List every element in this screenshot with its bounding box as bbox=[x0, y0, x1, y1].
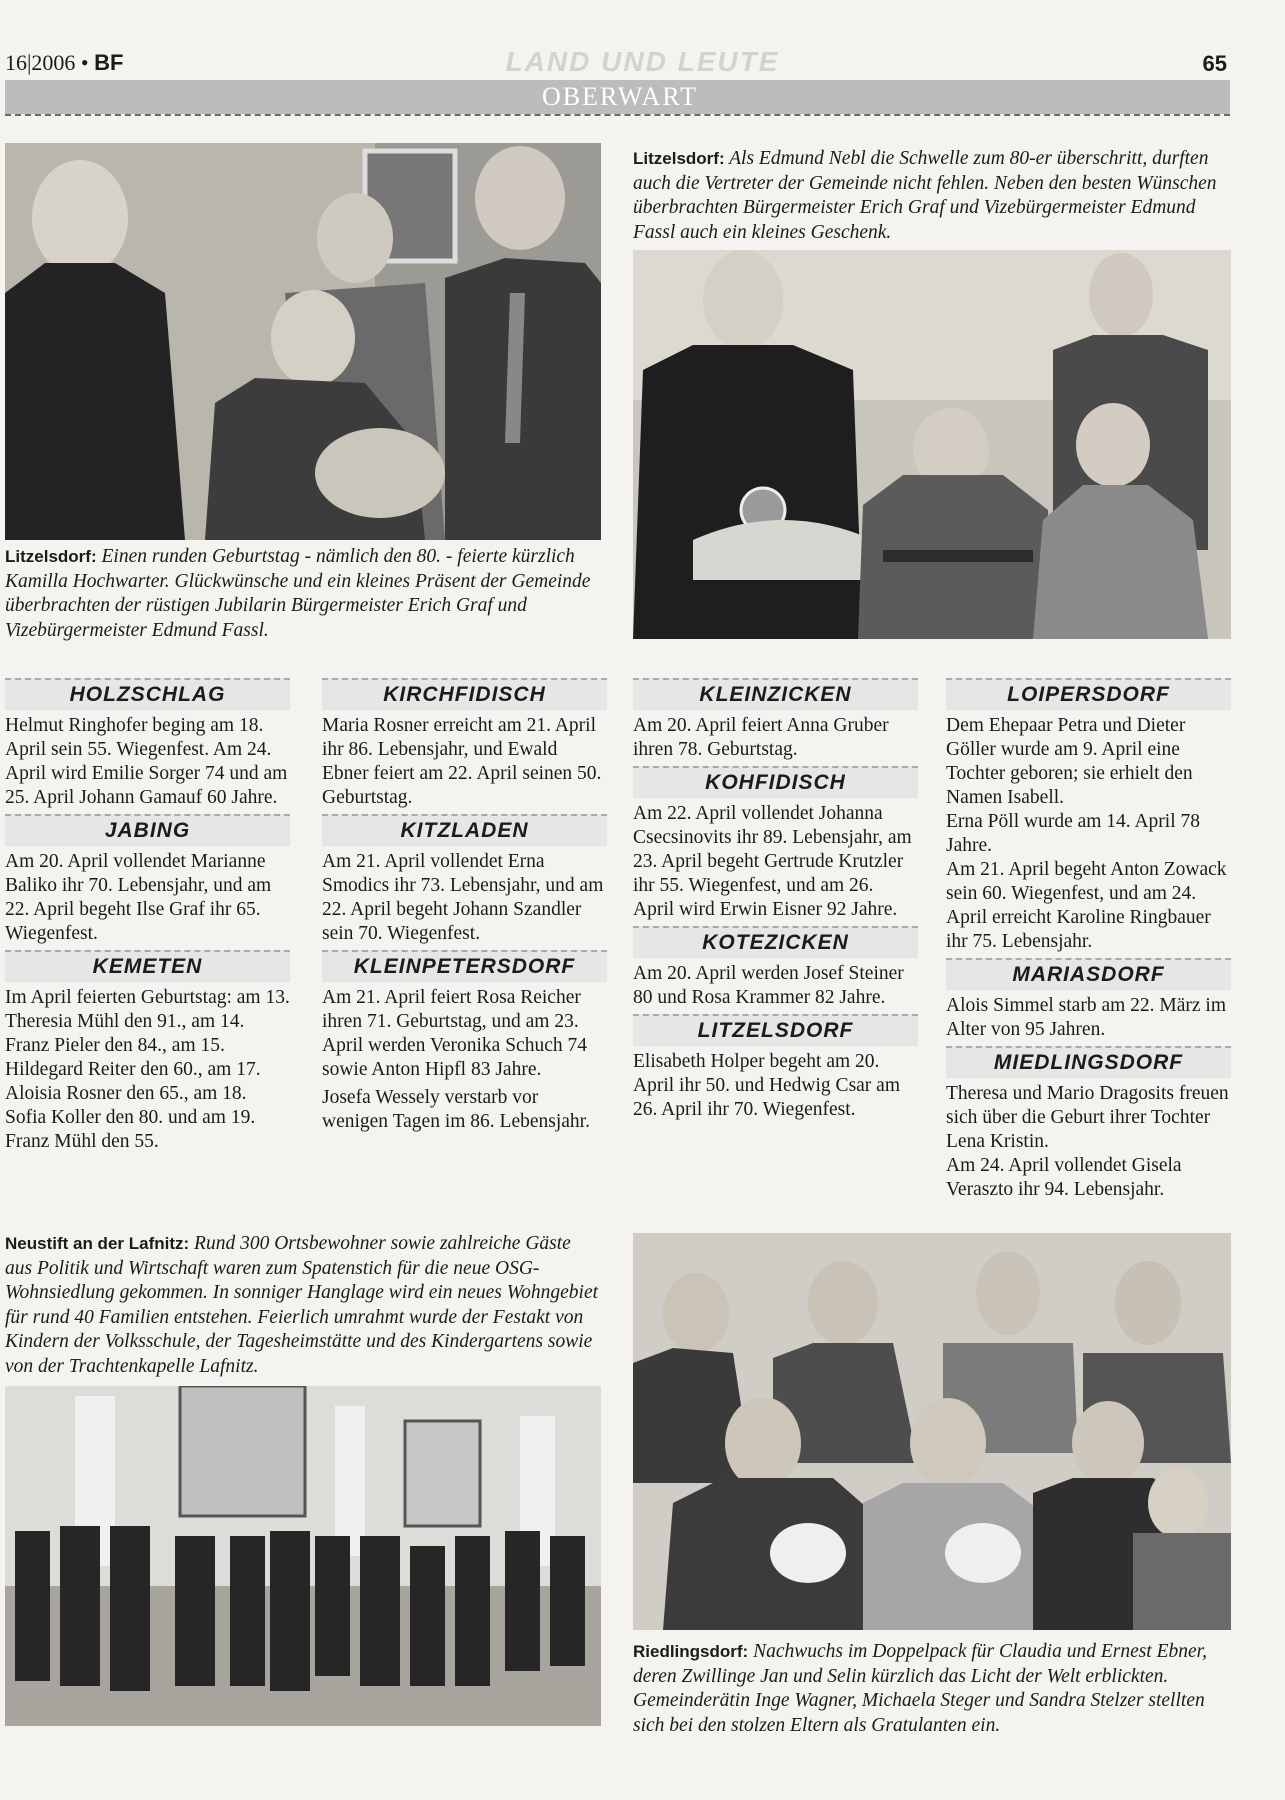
section-heading: JABING bbox=[5, 814, 290, 846]
section-heading: KOHFIDISCH bbox=[633, 766, 918, 798]
caption-bottom-left bbox=[5, 1232, 601, 1379]
section-kleinpetersdorf bbox=[322, 950, 607, 1134]
section-heading: KOTEZICKEN bbox=[633, 926, 918, 958]
section-heading: HOLZSCHLAG bbox=[5, 678, 290, 710]
issue-number: 16|2006 bbox=[5, 50, 76, 75]
photo-illustration bbox=[633, 250, 1231, 639]
section-kitzladen bbox=[322, 814, 607, 946]
photo-illustration bbox=[633, 1233, 1231, 1630]
section-text: Am 21. April feiert Rosa Reicher ihren 71. Geburtstag, und am 23. April werden Veronika Schuch 74 sowie Anton Hipfl 83 Jahre. bbox=[322, 987, 587, 1080]
section-text: Dem Ehepaar Petra und Dieter Göller wurde am 9. April eine Tochter geboren; sie erhielt den Namen Isabell. bbox=[946, 715, 1193, 808]
page-number: 65 bbox=[1202, 51, 1227, 76]
region-band-rule bbox=[5, 114, 1230, 116]
photo-neustift-spatenstich bbox=[5, 1386, 601, 1726]
section-text: Helmut Ringhofer beging am 18. April sein 55. Wiegenfest. Am 24. April wird Emilie Sorger 74 und am 25. April Johann Gamauf 60 Jahre. bbox=[5, 715, 288, 808]
caption-text: Einen runden Geburtstag - nämlich den 80. - feierte kürzlich Kamilla Hochwarter. Glückwünsche und ein kleines Präsent der Gemeinde überbrachten der rüstigen Jubilarin Bürgermeister Erich Graf und Vizebürgermeister Edmund Fassl. bbox=[5, 546, 591, 641]
section-litzelsdorf bbox=[633, 1014, 918, 1122]
column-1 bbox=[5, 678, 290, 1158]
caption-lead: Litzelsdorf: bbox=[5, 547, 97, 566]
section-text: Am 20. April vollendet Marianne Baliko ihr 70. Lebensjahr, und am 22. April begeht Ilse Graf ihr 65. Wiegenfest. bbox=[5, 851, 272, 944]
section-text: Maria Rosner erreicht am 21. April ihr 86. Lebensjahr, und Ewald Ebner feiert am 22. April seinen 50. Geburtstag. bbox=[322, 715, 602, 808]
section-heading: MIEDLINGSDORF bbox=[946, 1046, 1231, 1078]
section-kirchfidisch bbox=[322, 678, 607, 810]
section-text: Theresa und Mario Dragosits freuen sich über die Geburt ihrer Tochter Lena Kristin. bbox=[946, 1083, 1229, 1152]
section-heading: LITZELSDORF bbox=[633, 1014, 918, 1046]
section-heading: KLEINPETERSDORF bbox=[322, 950, 607, 982]
column-3 bbox=[633, 678, 918, 1126]
section-title: LAND UND LEUTE bbox=[505, 46, 780, 77]
section-text: Elisabeth Holper begeht am 20. April ihr 50. und Hedwig Csar am 26. April ihr 70. Wiegenfest. bbox=[633, 1051, 901, 1120]
section-text: Am 21. April vollendet Erna Smodics ihr 73. Lebensjahr, und am 22. April begeht Johann Szandler sein 70. Wiegenfest. bbox=[322, 851, 604, 944]
section-text: Alois Simmel starb am 22. März im Alter von 95 Jahren. bbox=[946, 995, 1227, 1040]
column-2 bbox=[322, 678, 607, 1138]
section-text: Am 22. April vollendet Johanna Csecsinovits ihr 89. Lebensjahr, am 23. April begeht Gertrude Krutzler ihr 55. Wiegenfest, und am 26. April wird Erwin Eisner 92 Jahre. bbox=[633, 803, 912, 920]
section-kemeten bbox=[5, 950, 290, 1154]
photo-illustration bbox=[5, 1386, 601, 1726]
caption-text: Nachwuchs im Doppelpack für Claudia und Ernest Ebner, deren Zwillinge Jan und Selin kürzlich das Licht der Welt erblickten. Gemeinderätin Inge Wagner, Michaela Steger und Sandra Stelzer stellten sich bei den stolzen Eltern als Gratulanten ein. bbox=[633, 1641, 1207, 1736]
caption-text: Rund 300 Ortsbewohner sowie zahlreiche Gäste aus Politik und Wirtschaft waren zum Spatenstich für die neue OSG-Wohnsiedlung gekommen. In sonniger Hanglage wird ein neues Wohngebiet für rund 40 Familien entstehen. Feierlich umrahmt wurde der Festakt von Kindern der Volksschule, der Tagesheimstätte und des Kindergartens sowie von der Trachtenkapelle Lafnitz. bbox=[5, 1233, 599, 1377]
section-heading: KEMETEN bbox=[5, 950, 290, 982]
section-loipersdorf bbox=[946, 678, 1231, 954]
region-title: OBERWART bbox=[541, 82, 698, 111]
section-holzschlag bbox=[5, 678, 290, 810]
section-jabing bbox=[5, 814, 290, 946]
caption-top-left bbox=[5, 545, 601, 643]
section-heading: LOIPERSDORF bbox=[946, 678, 1231, 710]
section-text-extra: Erna Pöll wurde am 14. April 78 Jahre. bbox=[946, 811, 1201, 856]
caption-bottom-right bbox=[633, 1640, 1231, 1738]
section-kleinzicken bbox=[633, 678, 918, 762]
column-4 bbox=[946, 678, 1231, 1206]
section-heading: KLEINZICKEN bbox=[633, 678, 918, 710]
section-heading: KITZLADEN bbox=[322, 814, 607, 846]
section-kotezicken bbox=[633, 926, 918, 1010]
caption-lead: Riedlingsdorf: bbox=[633, 1642, 749, 1661]
caption-lead: Litzelsdorf: bbox=[633, 149, 725, 168]
section-text: Am 20. April feiert Anna Gruber ihren 78. Geburtstag. bbox=[633, 715, 889, 760]
section-mariasdorf bbox=[946, 958, 1231, 1042]
section-text-extra: Josefa Wessely verstarb vor wenigen Tagen im 86. Lebensjahr. bbox=[322, 1087, 590, 1132]
section-kohfidisch bbox=[633, 766, 918, 922]
caption-lead: Neustift an der Lafnitz: bbox=[5, 1234, 190, 1253]
section-heading: KIRCHFIDISCH bbox=[322, 678, 607, 710]
publication-name: BF bbox=[94, 50, 124, 75]
section-text-extra: Am 24. April vollendet Gisela Veraszto ihr 94. Lebensjahr. bbox=[946, 1155, 1182, 1200]
issue-separator: • bbox=[80, 50, 89, 75]
photo-riedlingsdorf-twins bbox=[633, 1233, 1231, 1630]
section-text-extra-2: Am 21. April begeht Anton Zowack sein 60. Wiegenfest, und am 24. April erreicht Karoline Ringbauer ihr 75. Lebensjahr. bbox=[946, 859, 1227, 952]
section-heading: MARIASDORF bbox=[946, 958, 1231, 990]
photo-litzelsdorf-nebl bbox=[633, 250, 1231, 639]
section-miedlingsdorf bbox=[946, 1046, 1231, 1202]
photo-illustration bbox=[5, 143, 601, 540]
section-text: Im April feierten Geburtstag: am 13. Theresia Mühl den 91., am 14. Franz Pieler den 84., am 15. Hildegard Reiter den 60., am 17. Aloisia Rosner den 65., am 18. Sofia Koller den 80. und am 19. Franz Mühl den 55. bbox=[5, 987, 290, 1152]
caption-top-right bbox=[633, 147, 1231, 245]
photo-litzelsdorf-hochwarter bbox=[5, 143, 601, 540]
section-text: Am 20. April werden Josef Steiner 80 und Rosa Krammer 82 Jahre. bbox=[633, 963, 904, 1008]
caption-text: Als Edmund Nebl die Schwelle zum 80-er überschritt, durften auch die Vertreter der Gemeinde nicht fehlen. Neben den besten Wünschen überbrachten Bürgermeister Erich Graf und Vizebürgermeister Edmund Fassl auch ein kleines Geschenk. bbox=[633, 148, 1217, 243]
